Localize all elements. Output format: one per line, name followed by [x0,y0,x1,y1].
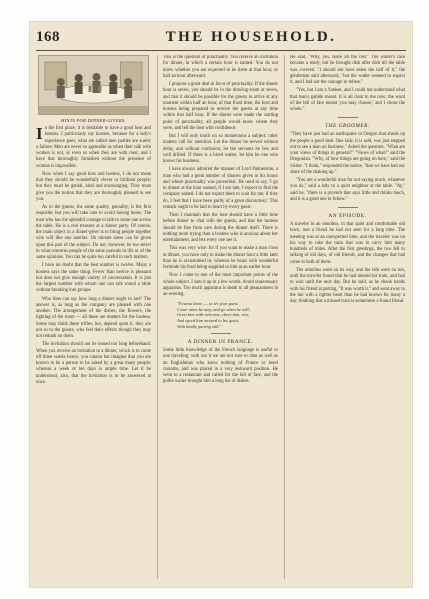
article-paragraph: This was very wise: for if you want to make a man cross at dinner, you have only to make the dinner hour a little later than he is accustomed to; whereas he bears with wonderful fortitude his food being supplied to him at an earlier hour. [163,246,278,270]
verse-line: And speed him onward to his quest, [177,318,240,324]
article-paragraph: I have always admired the manner of Lord Palmerston, a man who had a great number of dinners given in his honor and whose punctuality was proverbial. He used to say, 'I go to dinner at the hour named; if I am late, I expect to find the company seated. I do not expect them to wait for me; if they do, I feel that I have been guilty of a great discourtesy.' This remark ought to be laid to heart by every guest. [163,167,278,210]
section-divider [211,333,231,334]
section-divider [338,117,358,118]
illustration-caption: HINTS FOR DINNER-GIVERS. [61,118,126,123]
article-paragraph: "Yes, but I am a Yankee, and I could not understand what that man's gabble meant. It is all clear to me now; the word of the bill of fare meant 'you may choose,' and I chose the whole." [290,88,405,112]
article-paragraph: He said, "Why, yes, leave all the rest." The waiter's face became a study, but he brought dish after dish till the table was covered. "I should not have eaten the half of it," the gentleman said afterward, "but the waiter seemed to expect it, and I had not the courage to refuse." [290,55,405,85]
article-paragraph: In the first place, it is desirable to have a good host and hostess. I particularly say hostess, because for a lady's experience goes, what are called men parties are surely a failure. Men are never so agreeable as when their talk with women is not, or even so when they are with men; and I have that thoroughly furnished without the presence of woman is impossible. [36,124,151,169]
column-3 [290,55,405,581]
article-paragraph: But I will only touch on so momentous a subject; other matters call for attention. Let the dinner be served without delay, and without confusion; let the servants be few and well drilled. If there is a hired waiter, let him be one who knows his business. [163,134,278,164]
article-paragraph: This is the question of punctuality. You receive an invitation for dinner, in which a certain hour is named. You do not know whether you are expected to be there at that hour, or half an hour afterward. [163,55,278,79]
section-heading: A DINNER IN FRANCE. [187,339,254,346]
section-heading: AN EPISODE. [328,213,367,219]
article-paragraph: I propose a great deal in favor of punctuality. If the dinner hour is seven, you should be in the drawing-room at seven, and that it should be possible for the guests to arrive at any moment within half an hour, of that fixed time, the host and hostess being prepared to receive the guests at any time within that half hour. If the dinner were made the starting point of punctuality, all people would know where they were, and tell the host with confidence. [163,82,278,131]
verse-line: With kindly parting still." [177,323,222,329]
article-paragraph: Then I maintain that the host should have a little time before dinner to chat with the guests, and that the hostess should be free from care during the dinner itself. There is nothing more trying than a hostess who is anxious about her entertainment, and lets every one see it. [163,213,278,243]
article-paragraph: Some little knowledge of the French language is useful to one traveling; with out it we are not sure to dine as well as an Englishman who knew nothing of France or hotel customs, and was placed in a very awkward position. He went to a restaurant and called for the bill of fare, and the polite waiter brought him a long list of dishes. [163,348,278,385]
article-paragraph: A traveler in an omnibus, in that quiet and comfortable old town, met a friend he had not seen for a long time. The meeting was at an unexpected time, and the traveler was on his way to take the train that was to carry him many hundreds of miles. After the first greetings, the two fell to talking of old days, of old friends, and the changes that had come to both of them. [290,222,405,265]
verse-line: Come when he may, and go when he will; [177,306,251,312]
magazine-page [30,22,412,587]
drop-cap: I [36,124,43,143]
article-paragraph: "They have just had an earthquake in Oregon that shook up the people a good deal. One lady, it is said, was just stepped out to see a man on business." Asked the question, "What are your views of things in general?" "Views of what?" said the Oregonian. "Why, of how things are going on here," said the visitor. "I think," responded the native, "that we have had our share of the shaking up." [290,132,405,175]
column-rule [157,55,158,579]
article-paragraph: Now I come to one of the most important points of the whole subject. I sum it up in a few words. Avoid unnecessary apparatus. Too much apparatus is death to all pleasantness in an evening. [163,273,278,297]
column-rule [284,55,285,579]
article-paragraph: The omnibus went on its way, and the talk went on too, until the traveler found that he had missed his train, and had to wait until the next day. But he said, as he shook hands with his friend at parting, "It was worth it," and went away to the inn with a lighter heart than he had known for many a day, thinking that a missed train is sometimes a found friend. [290,267,405,304]
running-title: THE HOUSEHOLD. [165,29,337,45]
verse-line: "Festina lente, — so let your guest [177,301,238,307]
verse-line: Greet him with welcome, cheer him, rest, [177,312,249,318]
article-paragraph: As to the guests, the same quality, geniality, is the first requisite; but you will take care to avoid having bores. The man who has the splendid courage to talk to some one across the table. He is a real treasure at a dinner party. Of course, the main object in a dinner-giver is to bring people together who will like one another. On minute notes can be given upon this part of the subject. Do not, however, be too select in what concerns people of the same pursuits in life or of the same opinions. You can be quite too careful in such matters. [36,205,151,260]
article-paragraph: Who then can say how long a dinner ought to last? The answer is, as long as the company are pleased with one another. The arrangement of the dishes, the flowers, the lighting of the room — all these are matters for the hostess. Some may think these trifles; but, depend upon it, they are not so to the guests, who feel their effects though they may not remark on them. [36,296,151,339]
page-header [36,28,406,51]
page-number: 168 [36,29,60,45]
article-paragraph: I have no doubt that the best number is twelve. Many a hostess says the same thing. Fewer than twelve is pleasant but does not give enough variety of conversation. It is just the largest number with whom one can talk round a table without breaking into groups. [36,263,151,294]
article-paragraph: The invitation should not be issued too long beforehand. When you receive an invitation to a dinner, which is to come off three weeks hence, you cannot but imagine that you are known to be a person to be asked by a great many people; whereas a week or ten days is ample time. Let it be understood, also, that the invitation is to be answered at once. [36,342,151,385]
article-paragraph: "You are a wonderful man for not saying much, whatever you do," said a lady to a quiet neighbor at the table. "Ay," said he, "there is a proverb that says little and thinks much, and it is a good one to follow." [290,178,405,202]
section-heading: THE GROOMER. [325,123,370,130]
section-divider [338,207,358,208]
engraving-illustration [38,55,149,115]
column-1 [36,55,151,581]
column-2 [163,55,278,581]
verse-quote [177,301,278,329]
article-paragraph: Now when I say good host and hostess, I do not mean that they should be wonderfully clever or brilliant people; but they must be genial, kind and encouraging. They must give you the notion that they are thoroughly pleased to see you. [36,171,151,202]
